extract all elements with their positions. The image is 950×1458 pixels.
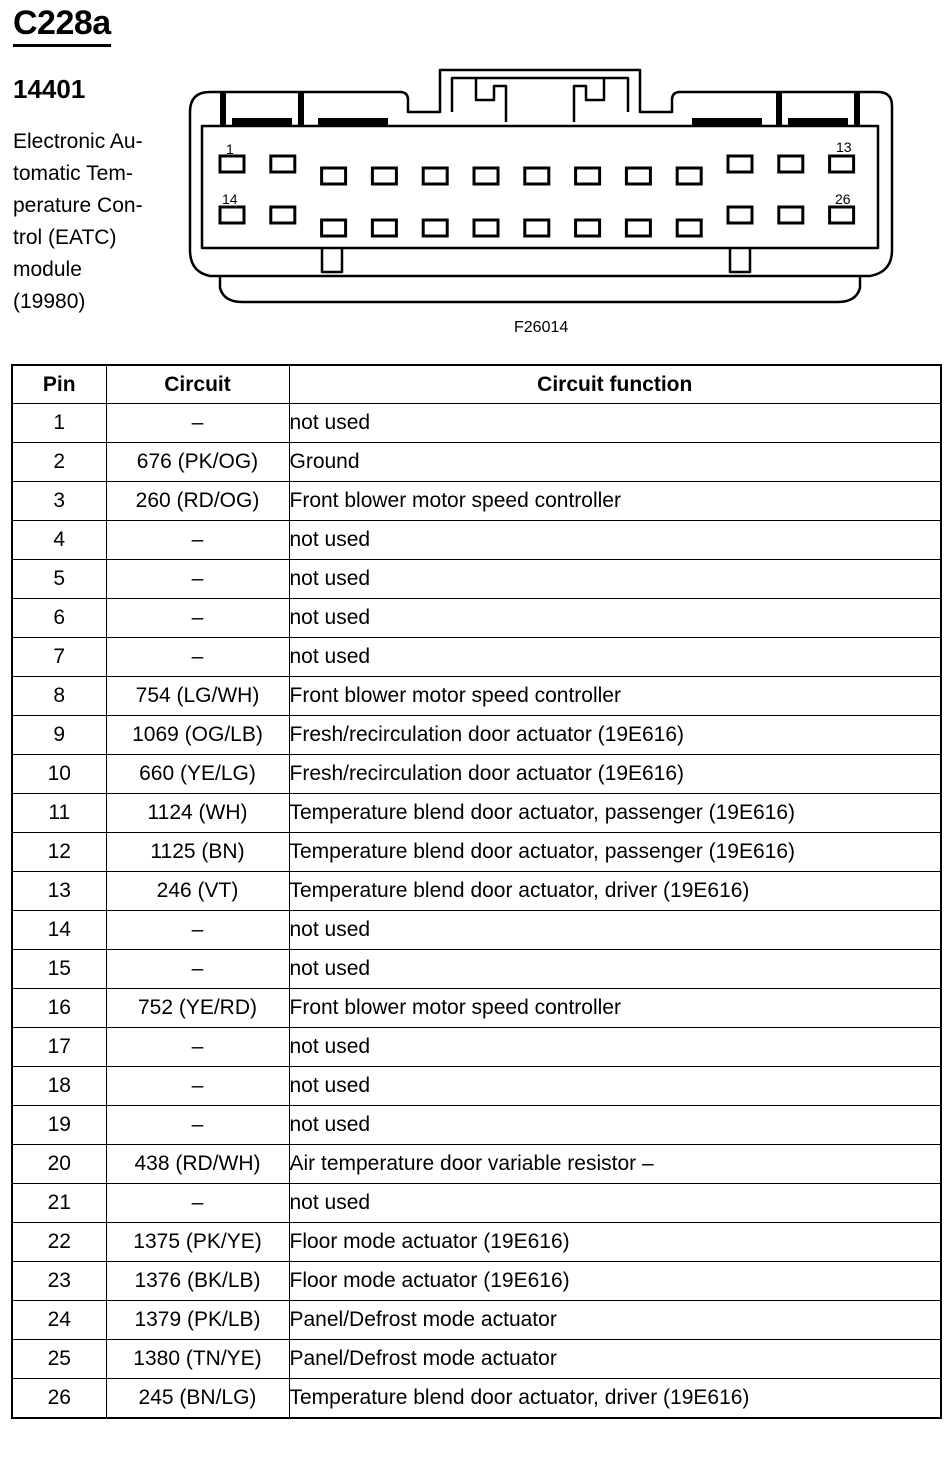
pin-cell: 6 [12, 599, 106, 638]
circuit-cell: 676 (PK/OG) [106, 443, 289, 482]
pin-cell: 14 [12, 911, 106, 950]
circuit-cell: 1125 (BN) [106, 833, 289, 872]
function-cell: Floor mode actuator (19E616) [289, 1223, 941, 1262]
pin-cell: 17 [12, 1028, 106, 1067]
pin-label-14: 14 [222, 191, 238, 207]
pin-cell: 12 [12, 833, 106, 872]
description-line: tomatic Tem- [13, 162, 133, 185]
table-row [12, 599, 941, 638]
table-row [12, 1067, 941, 1106]
circuit-cell: – [106, 560, 289, 599]
pin-cavity [220, 156, 244, 172]
table-row [12, 794, 941, 833]
circuit-cell: 1069 (OG/LB) [106, 716, 289, 755]
table-row [12, 755, 941, 794]
pin-cell: 24 [12, 1301, 106, 1340]
pin-cavity [677, 168, 701, 184]
circuit-cell: 660 (YE/LG) [106, 755, 289, 794]
function-cell: Temperature blend door actuator, driver (19E616) [289, 872, 941, 911]
pin-cavity [423, 168, 447, 184]
pin-cell: 25 [12, 1340, 106, 1379]
description-line: module [13, 258, 82, 281]
table-row [12, 950, 941, 989]
circuit-cell: 1375 (PK/YE) [106, 1223, 289, 1262]
table-row [12, 560, 941, 599]
pin-cavity [271, 156, 295, 172]
table-row [12, 716, 941, 755]
pin-cavity [474, 220, 498, 236]
function-cell: Panel/Defrost mode actuator [289, 1340, 941, 1379]
circuit-cell: – [106, 404, 289, 443]
function-cell: not used [289, 560, 941, 599]
pin-cavity [626, 168, 650, 184]
description-line: Electronic Au- [13, 130, 143, 153]
pin-cavity [525, 168, 549, 184]
part-number: 14401 [13, 74, 86, 104]
circuit-cell: – [106, 1067, 289, 1106]
header-circuit-function: Circuit function [289, 365, 941, 404]
connector-description [13, 126, 173, 318]
table-row [12, 1028, 941, 1067]
pin-cell: 7 [12, 638, 106, 677]
pin-cavity [830, 207, 854, 223]
description-line: (19980) [13, 290, 86, 313]
circuit-cell: 754 (LG/WH) [106, 677, 289, 716]
circuit-cell: 260 (RD/OG) [106, 482, 289, 521]
pin-cell: 16 [12, 989, 106, 1028]
description-line: perature Con- [13, 194, 143, 217]
pinout-table [11, 364, 942, 1419]
pin-cavity [474, 168, 498, 184]
pin-label-13: 13 [836, 139, 852, 155]
circuit-cell: – [106, 1028, 289, 1067]
circuit-cell: 1380 (TN/YE) [106, 1340, 289, 1379]
connector-face-diagram [180, 60, 900, 310]
pin-cell: 18 [12, 1067, 106, 1106]
function-cell: Front blower motor speed controller [289, 482, 941, 521]
table-row [12, 638, 941, 677]
circuit-cell: – [106, 1106, 289, 1145]
table-row [12, 1184, 941, 1223]
pin-cell: 8 [12, 677, 106, 716]
function-cell: not used [289, 521, 941, 560]
pin-cavity [322, 220, 346, 236]
function-cell: Temperature blend door actuator, passenger (19E616) [289, 833, 941, 872]
table-row [12, 1340, 941, 1379]
pin-label-1: 1 [226, 141, 234, 157]
pin-cell: 2 [12, 443, 106, 482]
pin-cavity [372, 168, 396, 184]
function-cell: not used [289, 1067, 941, 1106]
table-row [12, 404, 941, 443]
table-row [12, 443, 941, 482]
pin-cell: 4 [12, 521, 106, 560]
circuit-cell: – [106, 911, 289, 950]
pin-cell: 5 [12, 560, 106, 599]
table-row [12, 1379, 941, 1419]
function-cell: Floor mode actuator (19E616) [289, 1262, 941, 1301]
function-cell: Panel/Defrost mode actuator [289, 1301, 941, 1340]
function-cell: Fresh/recirculation door actuator (19E616) [289, 716, 941, 755]
table-row [12, 1262, 941, 1301]
table-row [12, 677, 941, 716]
function-cell: Front blower motor speed controller [289, 677, 941, 716]
connector-latch [452, 78, 628, 112]
pin-cavity [830, 156, 854, 172]
function-cell: not used [289, 1106, 941, 1145]
circuit-cell: 752 (YE/RD) [106, 989, 289, 1028]
circuit-cell: 438 (RD/WH) [106, 1145, 289, 1184]
function-cell: not used [289, 404, 941, 443]
pin-cavity [322, 168, 346, 184]
table-header-row [12, 365, 941, 404]
function-cell: not used [289, 950, 941, 989]
pin-cell: 20 [12, 1145, 106, 1184]
function-cell: not used [289, 638, 941, 677]
header-circuit: Circuit [106, 365, 289, 404]
pin-cavity [728, 207, 752, 223]
table-row [12, 1301, 941, 1340]
pin-cell: 9 [12, 716, 106, 755]
table-row [12, 1223, 941, 1262]
circuit-cell: 1124 (WH) [106, 794, 289, 833]
circuit-cell: 1376 (BK/LB) [106, 1262, 289, 1301]
pin-cell: 3 [12, 482, 106, 521]
pin-cell: 26 [12, 1379, 106, 1419]
function-cell: not used [289, 911, 941, 950]
pin-cell: 21 [12, 1184, 106, 1223]
pin-cavity [779, 207, 803, 223]
circuit-cell: 1379 (PK/LB) [106, 1301, 289, 1340]
function-cell: Air temperature door variable resistor – [289, 1145, 941, 1184]
connector-title: C228a [13, 4, 111, 47]
pin-cell: 1 [12, 404, 106, 443]
pin-cell: 10 [12, 755, 106, 794]
table-row [12, 911, 941, 950]
function-cell: not used [289, 599, 941, 638]
function-cell: Ground [289, 443, 941, 482]
circuit-cell: – [106, 521, 289, 560]
pin-cavity [677, 220, 701, 236]
connector-lip [220, 276, 860, 302]
figure-id: F26014 [514, 319, 569, 336]
function-cell: Temperature blend door actuator, driver (19E616) [289, 1379, 941, 1419]
pin-cavity [576, 220, 600, 236]
table-row [12, 482, 941, 521]
header-pin: Pin [12, 365, 106, 404]
circuit-cell: – [106, 1184, 289, 1223]
pin-cavity [576, 168, 600, 184]
pin-cell: 11 [12, 794, 106, 833]
pin-cavity [728, 156, 752, 172]
function-cell: Temperature blend door actuator, passenger (19E616) [289, 794, 941, 833]
table-row [12, 1106, 941, 1145]
circuit-cell: – [106, 638, 289, 677]
table-row [12, 1145, 941, 1184]
pin-cell: 22 [12, 1223, 106, 1262]
function-cell: Fresh/recirculation door actuator (19E616) [289, 755, 941, 794]
table-row [12, 989, 941, 1028]
table-row [12, 521, 941, 560]
function-cell: not used [289, 1184, 941, 1223]
circuit-cell: – [106, 950, 289, 989]
function-cell: not used [289, 1028, 941, 1067]
pin-cell: 23 [12, 1262, 106, 1301]
circuit-cell: – [106, 599, 289, 638]
pin-cavity [525, 220, 549, 236]
table-row [12, 872, 941, 911]
pin-cavity [372, 220, 396, 236]
circuit-cell: 246 (VT) [106, 872, 289, 911]
pin-cavity [220, 207, 244, 223]
pin-cavity [423, 220, 447, 236]
pin-cavity [271, 207, 295, 223]
pin-cell: 15 [12, 950, 106, 989]
pin-cavity [779, 156, 803, 172]
pin-cavity [626, 220, 650, 236]
table-row [12, 833, 941, 872]
pin-label-26: 26 [835, 191, 851, 207]
description-line: trol (EATC) [13, 226, 117, 249]
pin-cell: 19 [12, 1106, 106, 1145]
function-cell: Front blower motor speed controller [289, 989, 941, 1028]
pin-cell: 13 [12, 872, 106, 911]
circuit-cell: 245 (BN/LG) [106, 1379, 289, 1419]
